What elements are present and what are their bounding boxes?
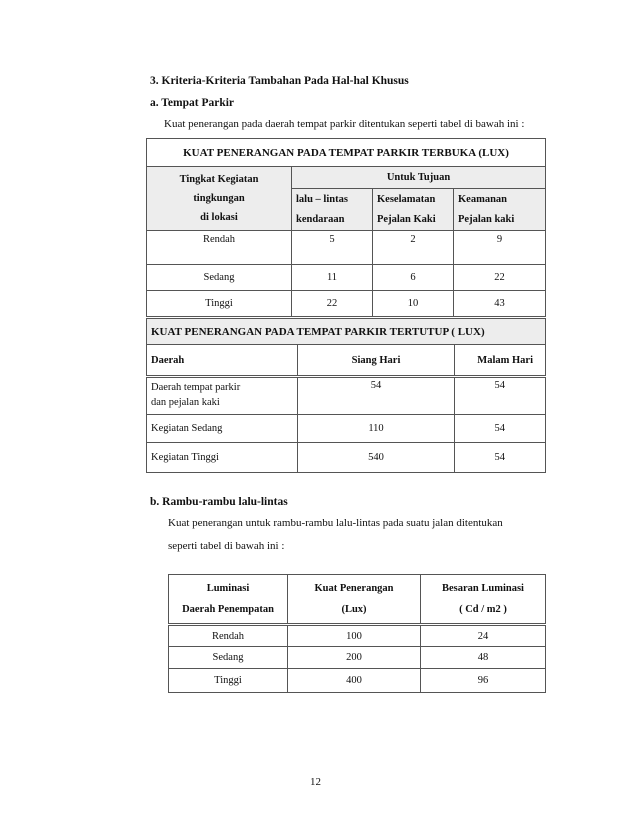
table2-area xyxy=(147,377,298,415)
table3-header-line2: (Lux) xyxy=(341,604,367,615)
table1-col1-header-line2: tingkungan xyxy=(193,193,245,204)
table3-header-line2: ( Cd / m2 ) xyxy=(459,604,507,615)
table3-header-line1: Besaran Luminasi xyxy=(442,583,524,594)
table-parkir-tertutup xyxy=(146,318,546,473)
table-row xyxy=(147,231,546,265)
table3-header-line1: Kuat Penerangan xyxy=(314,583,394,594)
table2-night: 54 xyxy=(455,443,546,473)
table2-night: 54 xyxy=(455,377,546,415)
table3-header xyxy=(169,575,288,625)
subsection-b-text-line2: seperti tabel di bawah ini : xyxy=(168,540,285,552)
table2-night: 54 xyxy=(455,415,546,443)
subsection-b-title: b. Rambu-rambu lalu-lintas xyxy=(150,496,288,508)
table1-subheader xyxy=(373,189,454,231)
table1-cell: 10 xyxy=(373,291,454,317)
table2-header-siang: Siang Hari xyxy=(298,345,455,377)
table1-subheader xyxy=(292,189,373,231)
table3-lum: 96 xyxy=(421,669,546,693)
table1-cell: 11 xyxy=(292,265,373,291)
table1-cell: 43 xyxy=(454,291,546,317)
table1-cell: 22 xyxy=(454,265,546,291)
table3-header xyxy=(421,575,546,625)
table3-lux: 400 xyxy=(288,669,421,693)
table3-header-line1: Luminasi xyxy=(206,583,250,594)
table-parkir-terbuka xyxy=(146,138,546,317)
table-rambu xyxy=(168,574,546,693)
table-row xyxy=(169,669,546,693)
table1-level: Rendah xyxy=(147,231,292,265)
table3-level: Sedang xyxy=(169,647,288,669)
table2-area-line1: Daerah tempat parkir xyxy=(151,382,241,393)
table1-level: Sedang xyxy=(147,265,292,291)
table-row xyxy=(169,647,546,669)
table1-subheader-line1: lalu – lintas xyxy=(296,193,348,205)
table2-day: 54 xyxy=(298,377,455,415)
table1-cell: 9 xyxy=(454,231,546,265)
table1-subheader-line2: Pejalan kaki xyxy=(458,213,515,225)
table3-header-line2: Daerah Penempatan xyxy=(182,604,274,615)
table1-subheader-line1: Keselamatan xyxy=(377,193,436,205)
table1-subheader xyxy=(454,189,546,231)
table2-area: Kegiatan Sedang xyxy=(147,415,298,443)
subsection-a-text: Kuat penerangan pada daerah tempat parkir ditentukan seperti tabel di bawah ini : xyxy=(164,118,525,130)
table1-title: KUAT PENERANGAN PADA TEMPAT PARKIR TERBUKA (LUX) xyxy=(147,139,546,167)
table-row xyxy=(169,625,546,647)
table1-subheader-line2: Pejalan Kaki xyxy=(377,213,436,225)
table1-cell: 6 xyxy=(373,265,454,291)
section-title: 3. Kriteria-Kriteria Tambahan Pada Hal-hal Khusus xyxy=(150,75,409,87)
table-row xyxy=(147,265,546,291)
table2-day: 110 xyxy=(298,415,455,443)
table3-lum: 24 xyxy=(421,625,546,647)
table1-col1-header-line3: di lokasi xyxy=(200,212,238,223)
table3-lux: 200 xyxy=(288,647,421,669)
table1-subheader-line2: kendaraan xyxy=(296,213,345,225)
table1-cell: 2 xyxy=(373,231,454,265)
page-number: 12 xyxy=(310,776,321,788)
table1-level: Tinggi xyxy=(147,291,292,317)
table2-area: Kegiatan Tinggi xyxy=(147,443,298,473)
table-row xyxy=(147,291,546,317)
table3-level: Tinggi xyxy=(169,669,288,693)
table2-day: 540 xyxy=(298,443,455,473)
table3-header xyxy=(288,575,421,625)
table1-cell: 22 xyxy=(292,291,373,317)
table1-col1-header xyxy=(147,167,292,231)
subsection-a-title: a. Tempat Parkir xyxy=(150,97,235,109)
table3-lum: 48 xyxy=(421,647,546,669)
table2-header-daerah: Daerah xyxy=(147,345,298,377)
table3-lux: 100 xyxy=(288,625,421,647)
table-row xyxy=(147,443,546,473)
subsection-b-text-line1: Kuat penerangan untuk rambu-rambu lalu-lintas pada suatu jalan ditentukan xyxy=(168,517,503,529)
table2-area-line2: dan pejalan kaki xyxy=(151,397,220,408)
table2-title: KUAT PENERANGAN PADA TEMPAT PARKIR TERTUTUP ( LUX) xyxy=(147,319,546,345)
table2-header-malam: Malam Hari xyxy=(455,345,546,377)
table1-col1-header-line1: Tingkat Kegiatan xyxy=(179,174,259,185)
table3-level: Rendah xyxy=(169,625,288,647)
table1-cell: 5 xyxy=(292,231,373,265)
table1-group-header: Untuk Tujuan xyxy=(292,167,546,189)
table1-subheader-line1: Keamanan xyxy=(458,193,508,205)
table-row xyxy=(147,377,546,415)
table-row xyxy=(147,415,546,443)
